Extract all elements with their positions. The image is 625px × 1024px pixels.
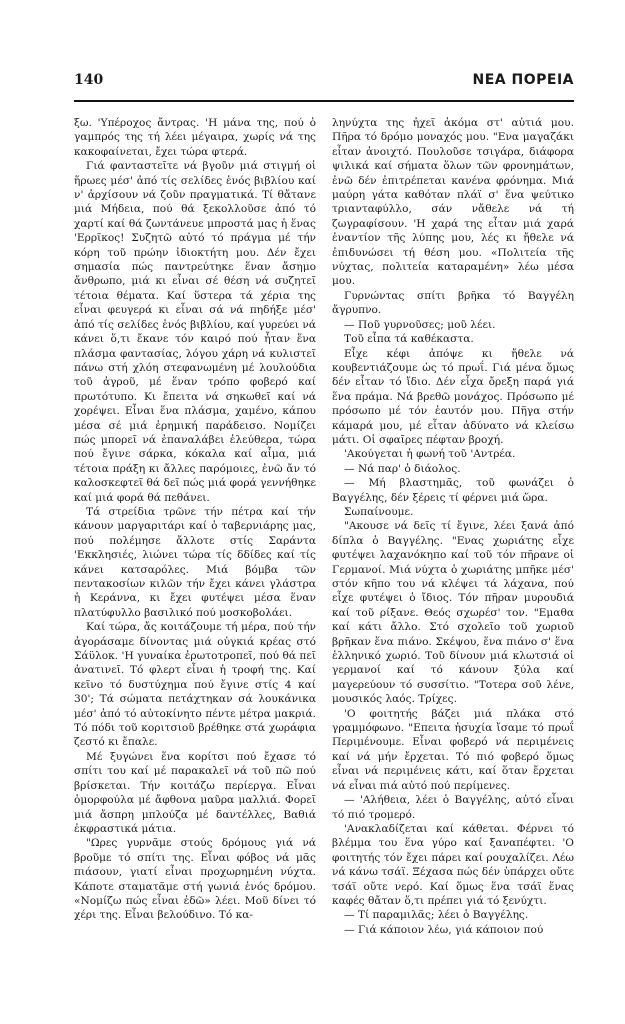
paragraph: Γυρνώντας σπίτι βρῆκα τό Βαγγέλη ἄγρυπνο. — [332, 289, 574, 317]
paragraph: ληνύχτα της ἠχεῖ ἀκόμα στ' αὐτιά μου. Πῆρα τό δρόμο μοναχός μου. "Ενα μαγαζάκι εἶταν ἀνοιχτό. Πουλοῦσε τσιγάρα, διάφορα ψιλικά καί σήματα ὅλων τῶν φρονημάτων, ἐνῶ δέν ἐπιτρέπεται κανένα φρόνημα. Μιά μαύρη γάτα καθόταν πλάϊ σ' ἕνα ψεύτικο τριανταφύλλο, σάν νἄθελε νά τή ζωγραφίσουν. 'Η χαρά της εἶταν μιά χαρά ἐναντίον τῆς λύπης μου, λές κι ἤθελε νά ἐπιδυνώσει τή θέση μου. «Πολιτεία τῆς νύχτας, πολιτεία καταραμένη» λέω μέσα μου. — [332, 117, 574, 288]
dialogue-line: — Γιά κάποιον λέω, γιά κάποιον πού — [344, 923, 544, 936]
paragraph: Σωπαίνουμε. — [344, 505, 414, 518]
left-column — [74, 116, 316, 923]
paragraph: Καί τώρα, ἄς κοιτάζουμε τή μέρα, πού τήν ἀγοράσαμε δίνοντας μιά οὐγκιά κρέας στό Σάϋλοκ. 'Η γυναίκα ἐρωτοτροπεῖ, πού θά πεῖ ἀνατινεῖ. Τό φλερτ εἶναι ἡ τροφή της. Καί κεῖνο τό δυστύχημα πού ἔγινε στίς 4 καί 30'; Τά σώματα πετάχτηκαν σά λουκάνικα μέσ' ἀπό τό αὐτοκίνητο πέντε μέτρα μακριά. Τό πόδι τοῦ κοριτσιοῦ βρέθηκε στά χωράφια ζεστό κι ἔπαλε. — [74, 621, 316, 749]
dialogue-line: — 'Αλήθεια, λέει ὁ Βαγγέλης, αὐτό εἶναι τό πιό τρομερό. — [332, 794, 574, 821]
paragraph: 'Ο φοιτητής βάζει μιά πλάκα στό γραμμόφωνο. "Επειτα ἡσυχία ἴσαμε τό πρωΐ Περιμένουμε. Εἶναι φοβερό νά περιμένεις καί νά μήν ἔρχεται. Τό πιό φοβερό ὅμως εἶναι νά περιμένεις κάτι, καί ὅταν ἔρχεται νά εἶναι πιά αὐτό πού περίμενες. — [332, 707, 574, 792]
dialogue-line: — Ποῦ γυρνοῦσες; μοῦ λέει. — [344, 318, 496, 331]
right-column — [332, 116, 574, 937]
journal-title: ΝΕΑ ΠΟΡΕΙΑ — [472, 72, 574, 88]
paragraph: Τοῦ εἶπα τά καθέκαστα. — [344, 333, 474, 346]
paragraph: 'Ανακλαδίζεται καί κάθεται. Φέρνει τό βλέμμα του ἕνα γύρο καί ξαναπέφτει. 'Ο φοιτητής τόν ἔχει πάρει καί ρουχαλίζει. Λέω νά κάνω τσάϊ. Ξέχασα πώς δέν ὑπάρχει οὔτε τσάϊ οὔτε νερό. Καί ὅμως ἕνα τσάϊ ἕνας καφές θἄταν ὅ,τι πρέπει γιά τό ξενύχτι. — [332, 822, 574, 907]
dialogue-line: — Νά παρ' ὁ διάολος. — [344, 462, 461, 475]
paragraph: Μέ ξυγώνει ἕνα κορίτσι πού ἔχασε τό σπίτι του καί μέ παρακαλεῖ νά τοῦ πῶ πού βρίσκεται. Τήν κοιτάζω περίεργα. Εἶναι ὁμορφούλα μέ ἄφθονα μαῦρα μαλλιά. Φορεῖ μιά ἄσπρη μπλούζα μέ δαντέλλες, Βαθιά ἐκφραστικά μάτια. — [74, 750, 316, 835]
paragraph: "Ωρες γυρνᾶμε στούς δρόμους γιά νά βροῦμε τό σπίτι της. Εἶναι φόβος νά μᾶς πιάσουν, γιατί εἶναι προχωρημένη νύχτα. Κάποτε σταματᾶμε στή γωνιά ἑνός δρόμου. «Νομίζω πώς εἶναι ἐδῶ» λέει. Μοῦ δίνει τό χέρι της. Εἶναι βελούδινο. Τό κα- — [74, 837, 316, 922]
paragraph: Εἶχε κέφι ἀπόψε κι ἤθελε νά κουβεντιάζουμε ὡς τό πρωΐ. Γιά μένα ὅμως δέν εἶταν τό ἴδιο. Δέν εἶχα ὄρεξη παρά γιά ἕνα πράμα. Νά βρεθῶ μονάχος. Πρόσωπο μέ πρόσωπο μέ τόν ἑαυτόν μου. Πῆγα στήν κάμαρά μου, μέ εἶταν ἀδύνατο νά κλείσω μάτι. Οἱ σφαῖρες πέφταν βροχή. — [332, 347, 574, 446]
paragraph: Γιά φανταστεῖτε νά βγοῦν μιά στιγμή οἱ ἥρωες μέσ' ἀπό τίς σελίδες ἑνός βιβλίου καί ν' ἀρχίσουν νά ζοῦν πραγματικά. Τί θἄτανε μιά Μήδεια, πού θά ξεκολλοῦσε ἀπό τό χαρτί καί θά ζωντάνευε μπροστά μας ἡ ἕνας 'Ερρῖκος! Συζητῶ αὐτό τό πράγμα μέ τήν κόρη τοῦ πρώην ἰδιοκτήτη μου. Δέν ἔχει σημασία πώς παντρεύτηκε ἕναν ἄσημο ἄνθρωπο, μιά κι εἶναι σέ θέση νά συζητεῖ τέτοια θέματα. Καί ὕστερα τά χέρια της εἶναι φευγερά κι εἶναι σά νά πηδήξε μέσ' ἀπό τίς σελίδες ἑνός βιβλίου, καί γυρεύει νά κάνει ὅ,τι ἔκανε τόν καιρό πού ἦταν ἕνα πλάσμα φαντασίας, λόγου χάρη νά κυλιστεῖ πάνω στή χλόη στεφανωμένη μέ λουλούδια τοῦ ἀγροῦ, μέ ἕναν τρόπο φοβερό καί πρωτότυπο. Κι ἔπειτα νά σηκωθεῖ καί νά χορέψει. Εἶναι ἕνα πλάσμα, χαμένο, κάπου μέσα σέ μιά ἐρημική παράδεισο. Νομίζει πώς μπορεῖ νά ἐπαναλάβει ἐλεύθερα, τώρα πού ἔγινε σάρκα, κόκαλα καί αἷμα, μιά τέτοια πράξη κι ἄλλες παρόμοιες, ἐνῶ ἄν τό καλοσκεφτεῖ θά δεῖ πώς μιά φορά γεννήθηκε καί μιά φορά θά πεθάνει. — [74, 160, 316, 504]
header-rule — [74, 100, 574, 102]
paragraph: "Ακουσε νά δεῖς τί ἔγινε, λέει ξανά ἀπό δίπλα ὁ Βαγγέλης. "Ενας χωριάτης εἶχε φυτέψει λαχανόκηπο καί τοῦ τόν πῆρανε οἱ Γερμανοί. Μιά νύχτα ὁ χωριάτης μπῆκε μέσ' στόν κῆπο του νά κλέψει τά λάχανα, πού εἶχε φυτέψει ὁ ἴδιος. Τόν πῆραν μυρουδιά καί τοῦ ρίξανε. Θεός σχωρέσ' τον. "Εμαθα καί κάτι ἄλλο. Στό σχολεῖο τοῦ χωριοῦ βρῆκαν ἕνα πιάνο. Σκέψου, ἕνα πιάνο σ' ἕνα ἑλληνικό χωριό. Τοῦ δίνουν μιά κλωτσιά οἱ γερμανοί καί τό κάνουν ξύλα καί μαγερεύουν τό συσσίτιο. "Τοτερα σοῦ λένε, μουσικός λαός. Τρίχες. — [332, 520, 574, 706]
dialogue-line: — Μή βλαστημᾶς, τοῦ φωνάζει ὁ Βαγγέλης, δέν ξέρεις τί φέρνει μιά ὥρα. — [332, 477, 574, 504]
dialogue-line: — Τί παραμιλᾶς; λέει ὁ Βαγγέλης. — [344, 909, 529, 922]
page-header — [74, 72, 574, 94]
paragraph: 'Ακούγεται ἡ φωνή τοῦ 'Αντρέα. — [344, 448, 516, 461]
paragraph: ξω. 'Υπέροχος ἄντρας. 'Η μάνα της, πού ὁ γαμπρός της τή λέει μέγαιρα, χωρίς νά της κακοφαίνεται, ἔχει τώρα φτερά. — [74, 117, 316, 158]
page-number: 140 — [74, 72, 104, 88]
paragraph: Τά στρείδια τρῶνε τήν πέτρα καί τήν κάνουν μαργαριτάρι καί ὁ ταβερνιάρης μας, πού πολέμησε ἄλλοτε στίς Σαράντα 'Εκκλησιές, λιώνει τώρα τίς δδίδες καί τίς κάνει κατσαρόλες. Μιά βόμβα τῶν πεντακοσίων κιλῶν τήν ἔχει κάνει γλάστρα ἡ Κεράννα, κι ἔχει φυτέψει μέσα ἕναν πλατύφυλλο βασιλικό πού μοσκοβολάει. — [74, 505, 316, 619]
